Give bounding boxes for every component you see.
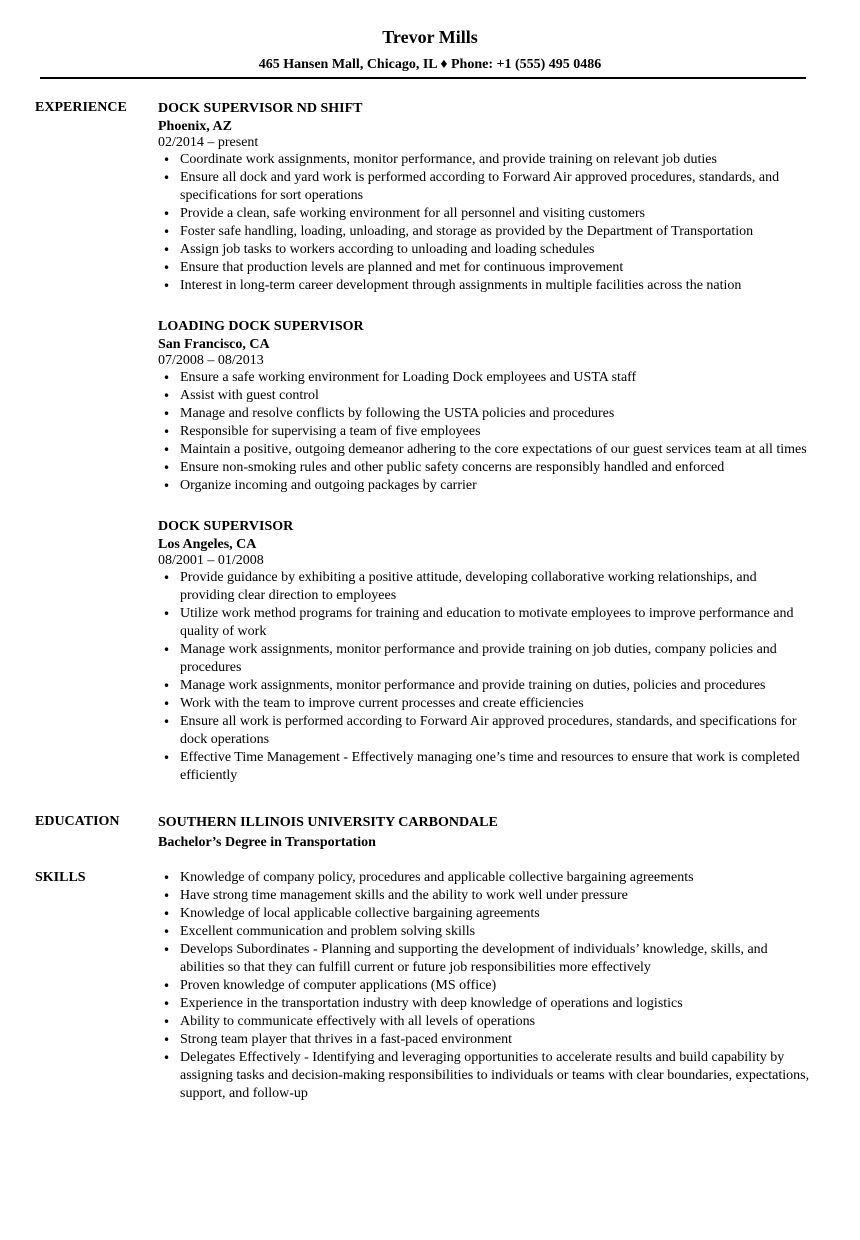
skills-list-wrap bbox=[158, 869, 810, 1103]
job-location: Phoenix, AZ bbox=[158, 119, 232, 134]
education-details bbox=[158, 813, 810, 853]
job-dates: 02/2014 – present bbox=[158, 135, 259, 150]
job-entry bbox=[158, 99, 810, 295]
job-duties bbox=[158, 569, 810, 785]
list-item: • Ability to communicate effectively with all levels of operations bbox=[180, 1013, 810, 1031]
contact-line: 465 Hansen Mall, Chicago, IL ♦ Phone: +1 (555) 495 0486 bbox=[258, 57, 602, 72]
list-item: • Interest in long-term career development through assignments in multiple facilities across the nation bbox=[180, 277, 810, 295]
job-title: DOCK SUPERVISOR ND SHIFT bbox=[158, 101, 363, 116]
school-name: SOUTHERN ILLINOIS UNIVERSITY CARBONDALE bbox=[158, 815, 498, 830]
job-location: San Francisco, CA bbox=[158, 337, 270, 352]
list-item: • Coordinate work assignments, monitor performance, and provide training on relevant job duties bbox=[180, 151, 810, 169]
list-item: • Responsible for supervising a team of five employees bbox=[180, 423, 810, 441]
list-item: • Develops Subordinates - Planning and supporting the development of individuals’ knowledge, skills, and abilities so that they can fulfill current or future job responsibilities more effectively bbox=[180, 941, 810, 977]
list-item: • Assign job tasks to workers according to unloading and loading schedules bbox=[180, 241, 810, 259]
list-item: • Strong team player that thrives in a fast-paced environment bbox=[180, 1031, 810, 1049]
list-item: • Ensure a safe working environment for Loading Dock employees and USTA staff bbox=[180, 369, 810, 387]
skills-section bbox=[35, 869, 810, 1103]
job-entry bbox=[158, 517, 810, 785]
skills-list bbox=[158, 869, 810, 1103]
list-item: • Have strong time management skills and the ability to work well under pressure bbox=[180, 887, 810, 905]
list-item: • Excellent communication and problem solving skills bbox=[180, 923, 810, 941]
list-item: • Manage work assignments, monitor performance and provide training on job duties, company policies and procedures bbox=[180, 641, 810, 677]
list-item: • Effective Time Management - Effectively managing one’s time and resources to ensure that work is completed efficiently bbox=[180, 749, 810, 785]
experience-list bbox=[158, 99, 810, 785]
job-dates: 07/2008 – 08/2013 bbox=[158, 353, 264, 368]
candidate-name: Trevor Mills bbox=[382, 27, 478, 47]
list-item: • Foster safe handling, loading, unloading, and storage as provided by the Department of Transportation bbox=[180, 223, 810, 241]
job-duties bbox=[158, 369, 810, 495]
list-item: • Delegates Effectively - Identifying and leveraging opportunities to accelerate results and build capability by assigning tasks and decision-making responsibilities to individuals or teams with clear boundaries, expectations, support, and follow-up bbox=[180, 1049, 810, 1103]
job-location: Los Angeles, CA bbox=[158, 537, 257, 552]
section-heading-education: EDUCATION bbox=[35, 814, 120, 829]
list-item: • Organize incoming and outgoing packages by carrier bbox=[180, 477, 810, 495]
list-item: • Knowledge of local applicable collective bargaining agreements bbox=[180, 905, 810, 923]
list-item: • Utilize work method programs for training and education to motivate employees to improve performance and quality of work bbox=[180, 605, 810, 641]
job-entry bbox=[158, 317, 810, 495]
list-item: • Manage work assignments, monitor performance and provide training on duties, policies and procedures bbox=[180, 677, 810, 695]
job-duties bbox=[158, 151, 810, 295]
list-item: • Maintain a positive, outgoing demeanor adhering to the core expectations of our guest services team at all times bbox=[180, 441, 810, 459]
job-title: LOADING DOCK SUPERVISOR bbox=[158, 319, 364, 334]
job-title: DOCK SUPERVISOR bbox=[158, 519, 294, 534]
list-item: • Provide a clean, safe working environment for all personnel and visiting customers bbox=[180, 205, 810, 223]
list-item: • Ensure that production levels are planned and met for continuous improvement bbox=[180, 259, 810, 277]
education-section bbox=[35, 813, 810, 853]
list-item: • Manage and resolve conflicts by following the USTA policies and procedures bbox=[180, 405, 810, 423]
section-heading-experience: EXPERIENCE bbox=[35, 100, 127, 115]
list-item: • Work with the team to improve current processes and create efficiencies bbox=[180, 695, 810, 713]
list-item: • Ensure all dock and yard work is performed according to Forward Air approved procedures, standards, and specifications for sort operations bbox=[180, 169, 810, 205]
list-item: • Experience in the transportation industry with deep knowledge of operations and logistics bbox=[180, 995, 810, 1013]
header-divider bbox=[40, 77, 806, 79]
list-item: • Ensure non-smoking rules and other public safety concerns are responsibly handled and enforced bbox=[180, 459, 810, 477]
resume-header bbox=[0, 0, 860, 74]
section-heading-skills: SKILLS bbox=[35, 870, 86, 885]
job-dates: 08/2001 – 01/2008 bbox=[158, 553, 264, 568]
list-item: • Proven knowledge of computer applications (MS office) bbox=[180, 977, 810, 995]
list-item: • Provide guidance by exhibiting a positive attitude, developing collaborative working relationships, and providing clear direction to employees bbox=[180, 569, 810, 605]
list-item: • Assist with guest control bbox=[180, 387, 810, 405]
experience-section bbox=[35, 99, 810, 785]
list-item: • Knowledge of company policy, procedures and applicable collective bargaining agreements bbox=[180, 869, 810, 887]
list-item: • Ensure all work is performed according to Forward Air approved procedures, standards, and specifications for dock operations bbox=[180, 713, 810, 749]
degree-name: Bachelor’s Degree in Transportation bbox=[158, 835, 376, 850]
